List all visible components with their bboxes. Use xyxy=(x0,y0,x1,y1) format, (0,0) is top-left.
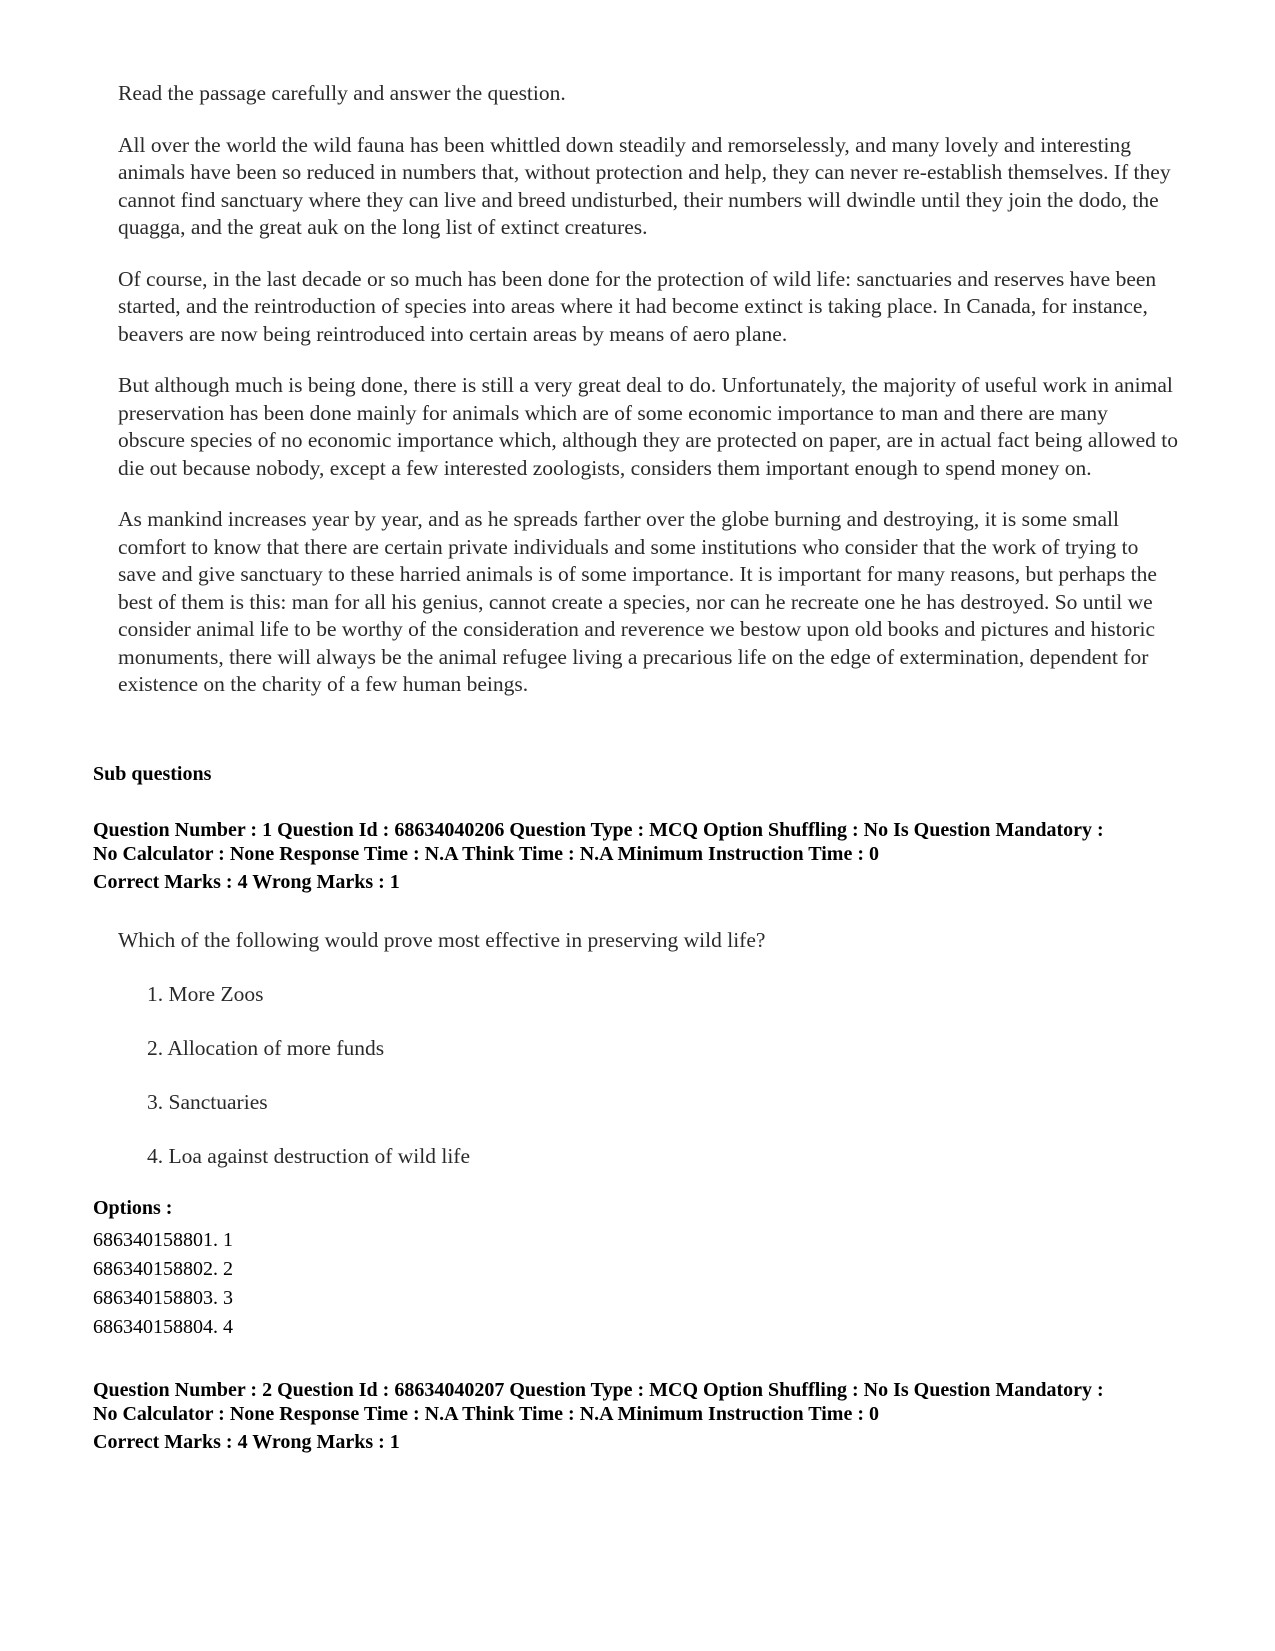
passage-paragraph-2: Of course, in the last decade or so much has been done for the protection of wild life: sanctuaries and reserves have been started, and the reintroduction of species into areas where it had become extinct is taking place. In Canada, for instance, beavers are now being reintroduced into certain areas by means of aero plane. xyxy=(118,266,1157,346)
question-1-meta-line-2: No Calculator : None Response Time : N.A Think Time : N.A Minimum Instruction Time : 0 xyxy=(93,843,879,865)
question-2-meta-line-1: Question Number : 2 Question Id : 68634040207 Question Type : MCQ Option Shuffling : No Is Question Mandatory : xyxy=(93,1379,1104,1401)
question-1-metadata xyxy=(93,818,1213,894)
option-id-1: 686340158801. 1 xyxy=(93,1229,233,1251)
question-1-choice-1: 1. More Zoos xyxy=(147,982,264,1006)
option-id-4: 686340158804. 4 xyxy=(93,1316,233,1338)
question-2-metadata xyxy=(93,1378,1213,1454)
question-1-text: Which of the following would prove most effective in preserving wild life? xyxy=(118,928,766,952)
reading-passage xyxy=(118,80,1180,723)
question-1-meta-line-1: Question Number : 1 Question Id : 68634040206 Question Type : MCQ Option Shuffling : No Is Question Mandatory : xyxy=(93,819,1104,841)
question-1-marks: Correct Marks : 4 Wrong Marks : 1 xyxy=(93,871,400,893)
options-list xyxy=(93,1226,233,1342)
question-2-marks: Correct Marks : 4 Wrong Marks : 1 xyxy=(93,1431,400,1453)
passage-paragraph-1: All over the world the wild fauna has been whittled down steadily and remorselessly, and many lovely and interesting animals have been so reduced in numbers that, without protection and help, they can never re-establish themselves. If they cannot find sanctuary where they can live and breed undisturbed, their numbers will dwindle until they join the dodo, the quagga, and the great auk on the long list of extinct creatures. xyxy=(118,132,1171,239)
question-2-meta-line-2: No Calculator : None Response Time : N.A Think Time : N.A Minimum Instruction Time : 0 xyxy=(93,1403,879,1425)
question-1-choice-2: 2. Allocation of more funds xyxy=(147,1036,385,1060)
options-label: Options : xyxy=(93,1197,173,1219)
passage-instruction: Read the passage carefully and answer the question. xyxy=(118,81,566,105)
sub-questions-heading: Sub questions xyxy=(93,763,212,785)
option-id-2: 686340158802. 2 xyxy=(93,1258,233,1280)
option-id-3: 686340158803. 3 xyxy=(93,1287,233,1309)
question-1-choice-4: 4. Loa against destruction of wild life xyxy=(147,1144,471,1168)
question-1-choice-3: 3. Sanctuaries xyxy=(147,1090,268,1114)
passage-paragraph-3: But although much is being done, there is still a very great deal to do. Unfortunately, the majority of useful work in animal preservation has been done mainly for animals which are of some economic importance to man and there are many obscure species of no economic importance which, although they are protected on paper, are in actual fact being allowed to die out because nobody, except a few interested zoologists, considers them important enough to spend money on. xyxy=(118,373,1178,480)
passage-paragraph-4: As mankind increases year by year, and as he spreads farther over the globe burning and destroying, it is some small comfort to know that there are certain private individuals and some institutions who consider that the work of trying to save and give sanctuary to these harried animals is of some importance. It is important for many reasons, but perhaps the best of them is this: man for all his genius, cannot create a species, nor can he recreate one he has destroyed. So until we consider animal life to be worthy of the consideration and reverence we bestow upon old books and pictures and historic monuments, there will always be the animal refugee living a precarious life on the edge of extermination, dependent for existence on the charity of a few human beings. xyxy=(118,507,1157,696)
